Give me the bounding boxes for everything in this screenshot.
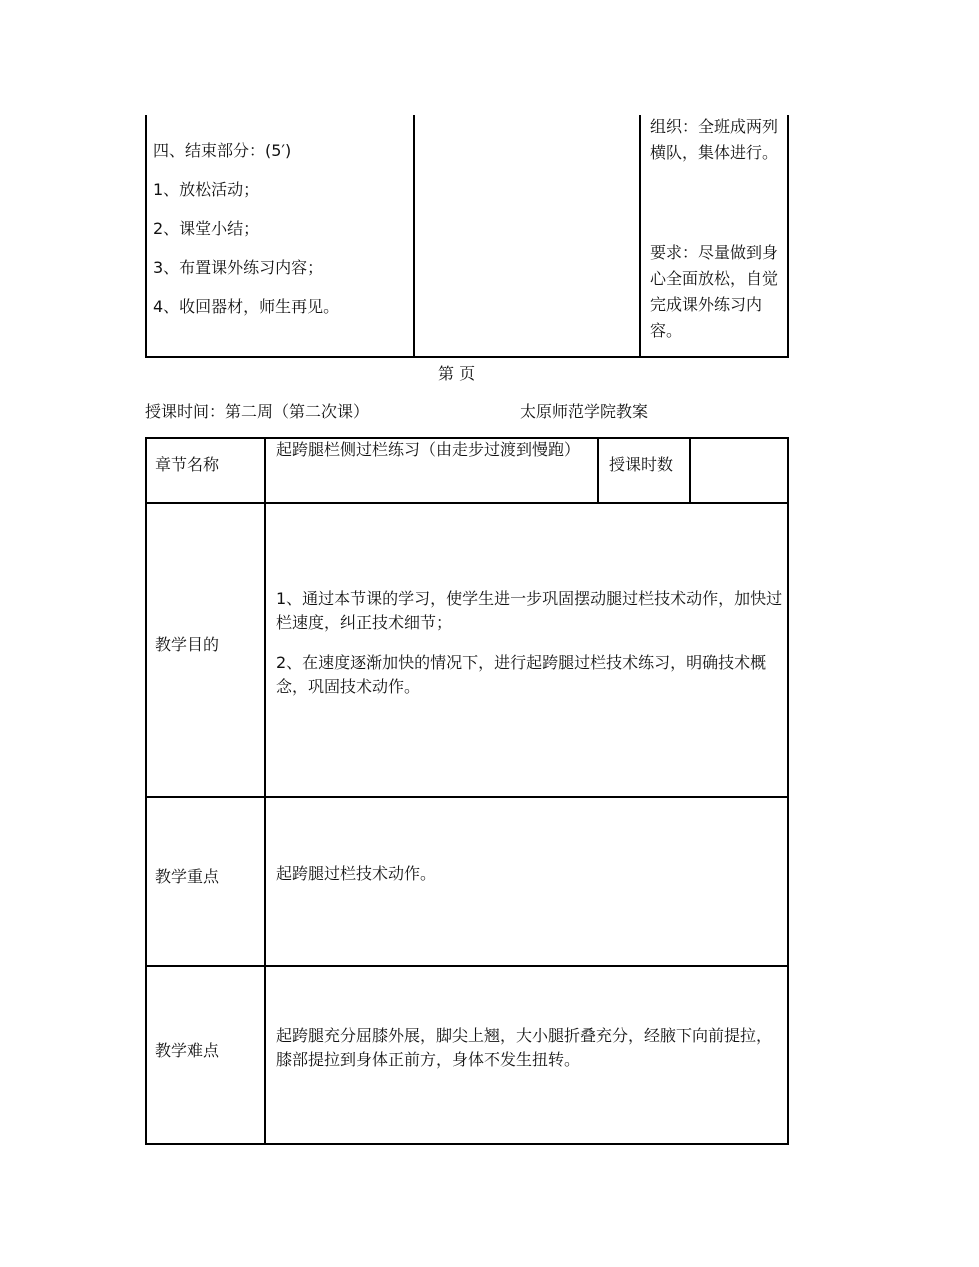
end-item-2: 2、课堂小结； [153,219,260,238]
table-divider [639,115,641,358]
school-name: 太原师范学院教案 [520,402,649,421]
keypoint-text: 起跨腿过栏技术动作。 [276,864,437,883]
objective-label: 教学目的 [155,635,220,654]
lesson-time: 授课时间：第二周（第二次课） [145,402,370,421]
column-divider [689,437,691,503]
chapter-name-value: 起跨腿栏侧过栏练习（由走步过渡到慢跑） [276,440,581,459]
page-number-label: 第 页 [438,364,476,383]
row-divider [145,796,789,798]
end-section-title: 四、结束部分：(5′) [153,141,292,160]
column-divider [264,437,266,1145]
end-item-3: 3、布置课外练习内容； [153,258,324,277]
objective-1: 1、通过本节课的学习，使学生进一步巩固摆动腿过栏技术动作，加快过栏速度，纠正技术细节； [276,589,783,632]
difficulty-text: 起跨腿充分屈膝外展，脚尖上翘，大小腿折叠充分，经腋下向前提拉，膝部提拉到身体正前方，身体不发生扭转。 [276,1026,773,1069]
row-divider [145,502,789,504]
table-divider [413,115,415,358]
end-item-4: 4、收回器材，师生再见。 [153,297,340,316]
chapter-name-label: 章节名称 [155,455,220,474]
row-divider [145,965,789,967]
teaching-hours-label: 授课时数 [609,455,674,474]
keypoint-label: 教学重点 [155,867,220,886]
column-divider [597,437,599,503]
difficulty-label: 教学难点 [155,1041,220,1060]
requirement-note: 要求：尽量做到身心全面放松，自觉完成课外练习内容。 [650,243,779,340]
end-item-1: 1、放松活动； [153,180,260,199]
objective-2: 2、在速度逐渐加快的情况下，进行起跨腿过栏技术练习，明确技术概念，巩固技术动作。 [276,653,767,696]
organization-note: 组织：全班成两列横队，集体进行。 [650,117,779,162]
